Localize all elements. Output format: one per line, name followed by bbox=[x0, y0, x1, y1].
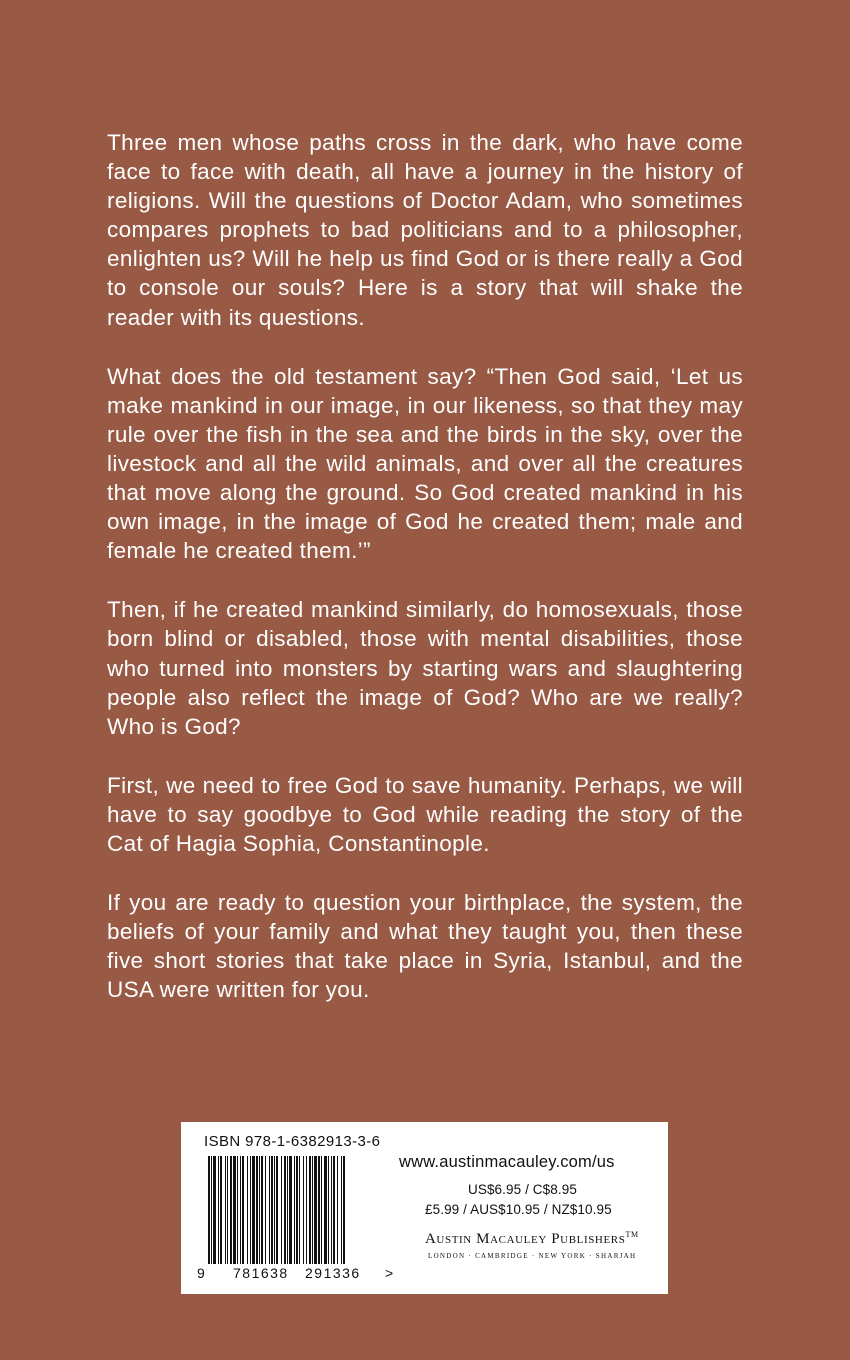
isbn-price-label bbox=[181, 1122, 668, 1294]
price-us-ca: US$6.95 / C$8.95 bbox=[468, 1182, 577, 1197]
barcode-digits-right: 291336 bbox=[305, 1265, 361, 1281]
blurb-paragraph-1: Three men whose paths cross in the dark, who have come face to face with death, all have a journey in the history of religions. Will the questions of Doctor Adam, who sometimes compares prophets to bad politicians and to a philosopher, enlighten us? Will he help us find God or is there really a God to console our souls? Here is a story that will shake the reader with its questions. bbox=[107, 130, 743, 330]
publisher-cities: LONDON · CAMBRIDGE · NEW YORK · SHARJAH bbox=[428, 1252, 637, 1260]
blurb-paragraph-4: First, we need to free God to save humanity. Perhaps, we will have to say goodbye to God while reading the story of the Cat of Hagia Sophia, Constantinople. bbox=[107, 772, 743, 856]
barcode-quiet-zone-arrow: > bbox=[385, 1265, 395, 1281]
back-cover-blurb bbox=[107, 128, 743, 1034]
blurb-paragraph-3: Then, if he created mankind similarly, do homosexuals, those born blind or disabled, those with mental disabilities, those who turned into monsters by starting wars and slaughtering people also reflect the image of God? Who are we really? Who is God? bbox=[107, 597, 743, 739]
publisher-website: www.austinmacauley.com/us bbox=[399, 1153, 615, 1171]
barcode-image bbox=[208, 1156, 391, 1264]
blurb-paragraph-2: What does the old testament say? “Then God said, ‘Let us make mankind in our image, in our likeness, so that they may rule over the fish in the sea and the birds in the sky, over the livestock and all the wild animals, and over all the creatures that move along the ground. So God created mankind in his own image, in the image of God he created them; male and female he created them.’” bbox=[107, 363, 743, 564]
publisher-logo bbox=[425, 1230, 639, 1248]
barcode-bar bbox=[345, 1156, 346, 1264]
publisher-name: Austin Macauley Publishers bbox=[425, 1231, 626, 1247]
blurb-paragraph-5: If you are ready to question your birthplace, the system, the beliefs of your family and what they taught you, then these five short stories that take place in Syria, Istanbul, and the USA were written for you. bbox=[107, 890, 743, 1003]
barcode-digits-left: 781638 bbox=[233, 1265, 289, 1281]
barcode-first-digit: 9 bbox=[197, 1265, 207, 1281]
isbn-number: ISBN 978-1-6382913-3-6 bbox=[204, 1133, 381, 1150]
trademark-mark: TM bbox=[625, 1230, 639, 1239]
price-uk-au-nz: £5.99 / AUS$10.95 / NZ$10.95 bbox=[425, 1202, 612, 1217]
